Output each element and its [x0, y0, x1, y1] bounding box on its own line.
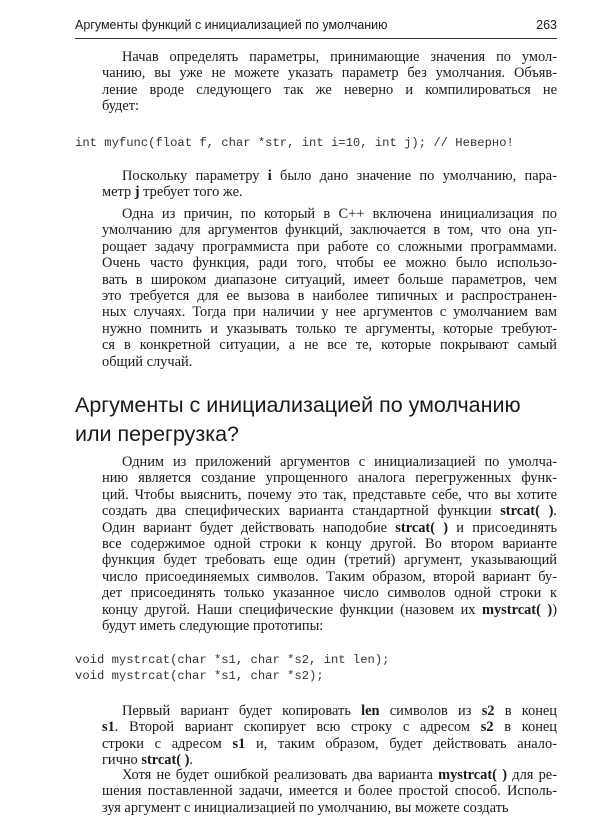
paragraph [102, 168, 557, 201]
text-line: гично strcat( ). [102, 752, 194, 769]
text-line: рощает задачу программиста при работе со сложными программами. [102, 238, 557, 255]
text-line: нужно помнить и указывать только те аргументы, которые требуют- [102, 320, 557, 337]
code-identifier: s2 [481, 703, 495, 719]
text-line: функция будет требовать еще один (третий) аргумент, указывающий [102, 552, 557, 569]
text-line: Очень часто функция, ради того, чтобы ее можно было использо- [102, 255, 557, 272]
paragraph [102, 767, 557, 816]
code-listing [75, 135, 514, 151]
text-line: Одним из приложений аргументов с инициализацией по умолча- [122, 454, 557, 470]
paragraph [102, 206, 557, 370]
text-line: Поскольку параметру i было дано значение по умолчанию, пара- [122, 168, 557, 184]
code-identifier: s1 [102, 719, 115, 736]
text-line: Хотя не будет ошибкой реализовать два варианта mystrcat( ) для ре- [122, 767, 557, 783]
text-line: нию является создание упрощенного аналога перегруженных функ- [102, 470, 557, 487]
text-line: s1. Второй вариант скопирует всю строку с адресом s2 в конец [102, 719, 557, 736]
text-line: шения поставленной задачи, имеется и более простой способ. Исполь- [102, 783, 557, 800]
text-line: Одна из причин, по который в С++ включена инициализация по [122, 206, 557, 222]
text-line: ций. Чтобы выяснить, почему это так, представьте себе, что вы хотите [102, 486, 557, 503]
text-line: будет: [102, 98, 140, 115]
paragraph [102, 454, 557, 634]
text-line: число присоединяемых символов. Таким образом, второй вариант бу- [102, 568, 557, 585]
text-line: умолчанию для аргументов функций, заключается в том, что она уп- [102, 222, 557, 239]
text-line: вать в широком диапазоне ситуаций, имеет больше параметров, чем [102, 271, 557, 288]
text-line: общий случай. [102, 353, 193, 370]
code-identifier: s2 [480, 719, 494, 736]
page-number: 263 [536, 18, 557, 32]
code-identifier: strcat( ) [141, 752, 190, 769]
code-identifier: mystrcat( ) [438, 767, 507, 783]
text-line: метр j требует того же. [102, 184, 243, 201]
text-line: Один вариант будет действовать наподобие strcat( ) и присоединять [102, 519, 558, 536]
text-line: Первый вариант будет копировать len символов из s2 в конец [122, 703, 557, 719]
text-line: концу другой. Наши специфические функции (назовем их mystrcat( )) [102, 601, 557, 618]
paragraph [102, 703, 557, 769]
code-identifier: i [267, 168, 272, 184]
text-line: все содержимое одной строки к концу другой. Во втором варианте [102, 535, 557, 552]
code-line: void mystrcat(char *s1, char *s2); [75, 669, 324, 683]
text-line: создать два специфических варианта стандартной функции strcat( ). [102, 503, 557, 520]
code-identifier: j [134, 184, 140, 201]
text-line: ных случаях. Тогда при наличии у нее аргументов с умолчанием вам [102, 304, 557, 321]
text-line: строки с адресом s1 и, таким образом, будет действовать анало- [102, 735, 557, 752]
heading-line: Аргументы с инициализацией по умолчанию [75, 393, 521, 417]
code-line: int myfunc(float f, char *str, int i=10, int j); // Неверно! [75, 136, 514, 150]
running-header [75, 16, 557, 39]
running-header-title: Аргументы функций с инициализацией по умолчанию [75, 18, 388, 32]
text-line: чанию, вы уже не можете указать параметр без умолчания. Объяв- [102, 65, 557, 82]
text-line: дет присоединять только указанное число символов одной строки к [102, 585, 557, 602]
text-line: ся в конкретной ситуации, а не все те, которые покрывают самый [102, 337, 557, 354]
code-identifier: len [361, 703, 380, 719]
code-identifier: strcat( ) [395, 519, 449, 536]
text-line: будут иметь следующие прототипы: [102, 617, 324, 634]
text-line: это требуется для ее вызова в наиболее типичных и распространен- [102, 287, 557, 304]
code-line: void mystrcat(char *s1, char *s2, int len); [75, 653, 390, 667]
section-heading [75, 391, 575, 449]
code-identifier: strcat( ) [500, 503, 554, 520]
text-line: зуя аргумент с инициализацией по умолчанию, вы можете создать [102, 799, 509, 816]
paragraph [102, 49, 557, 115]
code-listing [75, 652, 390, 684]
heading-line: или перегрузка? [75, 422, 240, 446]
code-identifier: mystrcat( ) [482, 601, 553, 618]
text-line: ление вроде следующего так же неверно и компилироваться не [102, 81, 557, 98]
code-identifier: s1 [232, 735, 246, 752]
text-line: Начав определять параметры, принимающие значения по умол- [122, 49, 557, 65]
